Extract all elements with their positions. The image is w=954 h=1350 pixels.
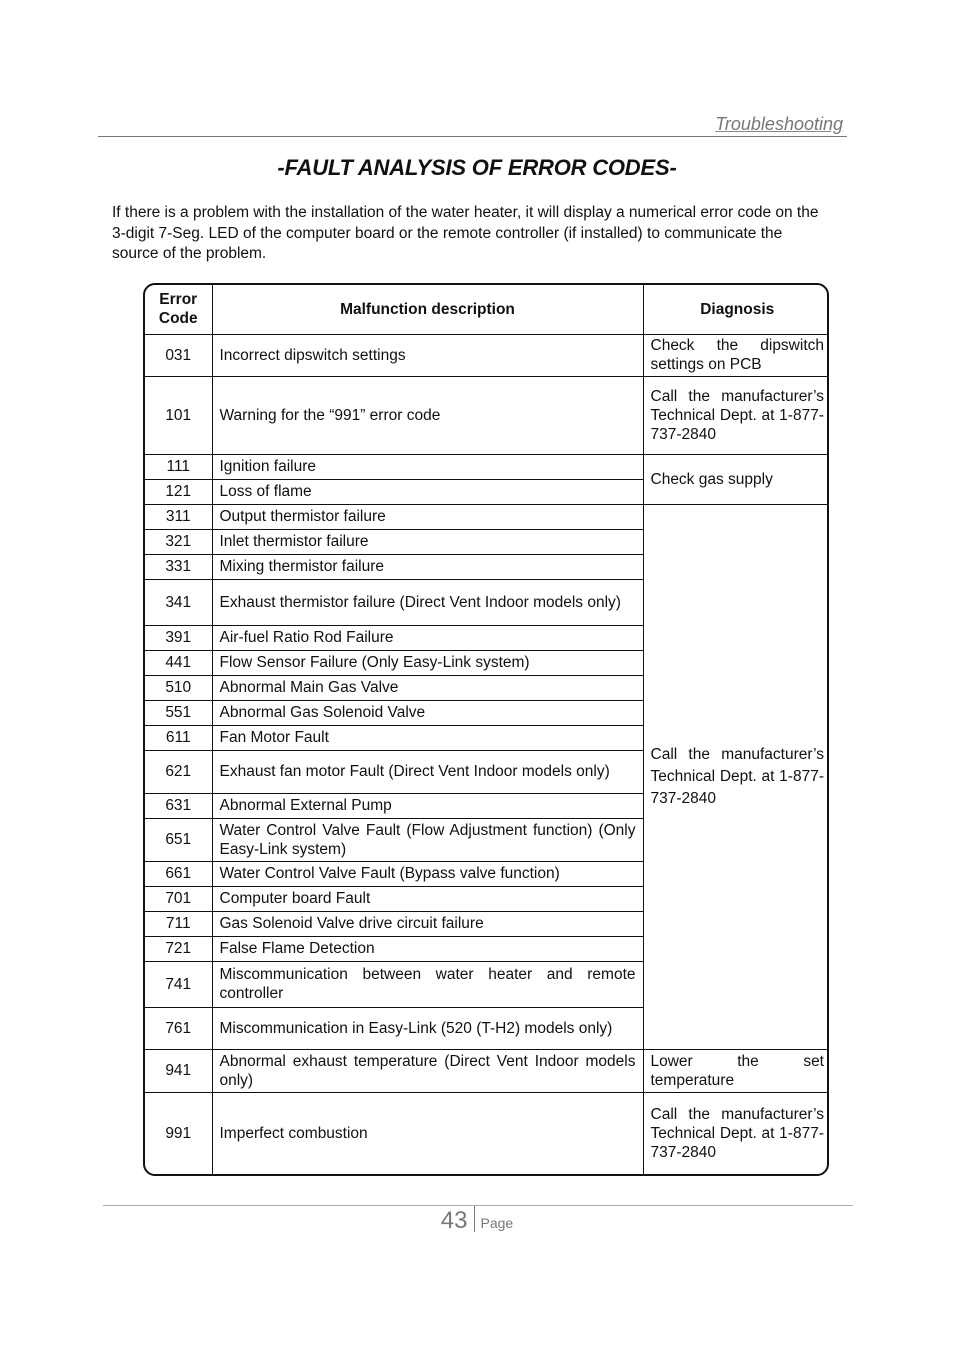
malfunction-description: Ignition failure: [212, 454, 643, 479]
section-label: Troubleshooting: [715, 114, 843, 134]
malfunction-description: Miscommunication in Easy-Link (520 (T-H2) models only): [212, 1007, 643, 1049]
error-code: 631: [145, 793, 212, 818]
error-code-table: [143, 283, 829, 1176]
diagnosis: Check the dipswitch settings on PCB: [643, 334, 829, 376]
page-footer: [0, 1206, 954, 1235]
error-code: 621: [145, 750, 212, 793]
table-header-row: [145, 285, 829, 334]
header-error-code: Error Code: [145, 285, 212, 334]
malfunction-description: Inlet thermistor failure: [212, 529, 643, 554]
error-code: 711: [145, 911, 212, 936]
malfunction-description: Imperfect combustion: [212, 1092, 643, 1174]
malfunction-description: Incorrect dipswitch settings: [212, 334, 643, 376]
error-code: 761: [145, 1007, 212, 1049]
malfunction-description: Mixing thermistor failure: [212, 554, 643, 579]
header-malfunction-description: Malfunction description: [212, 285, 643, 334]
table-row: [145, 454, 829, 479]
malfunction-description: Output thermistor failure: [212, 504, 643, 529]
malfunction-description: False Flame Detection: [212, 936, 643, 961]
malfunction-description: Fan Motor Fault: [212, 725, 643, 750]
error-code: 341: [145, 579, 212, 625]
malfunction-description: Abnormal exhaust temperature (Direct Vent Indoor models only): [212, 1049, 643, 1092]
malfunction-description: Abnormal Main Gas Valve: [212, 675, 643, 700]
error-code: 441: [145, 650, 212, 675]
malfunction-description: Water Control Valve Fault (Flow Adjustment function) (Only Easy-Link system): [212, 818, 643, 861]
error-code: 941: [145, 1049, 212, 1092]
page-title: -FAULT ANALYSIS OF ERROR CODES-: [277, 155, 677, 180]
malfunction-description: Gas Solenoid Valve drive circuit failure: [212, 911, 643, 936]
malfunction-description: Miscommunication between water heater and remote controller: [212, 961, 643, 1007]
page-label: Page: [480, 1215, 514, 1231]
malfunction-description: Exhaust fan motor Fault (Direct Vent Indoor models only): [212, 750, 643, 793]
error-code: 111: [145, 454, 212, 479]
malfunction-description: Water Control Valve Fault (Bypass valve function): [212, 861, 643, 886]
malfunction-description: Flow Sensor Failure (Only Easy-Link system): [212, 650, 643, 675]
malfunction-description: Computer board Fault: [212, 886, 643, 911]
malfunction-description: Air-fuel Ratio Rod Failure: [212, 625, 643, 650]
error-code: 651: [145, 818, 212, 861]
error-code: 121: [145, 479, 212, 504]
error-code: 991: [145, 1092, 212, 1174]
malfunction-description: Loss of flame: [212, 479, 643, 504]
malfunction-description: Exhaust thermistor failure (Direct Vent Indoor models only): [212, 579, 643, 625]
diagnosis: Check gas supply: [643, 454, 829, 504]
error-code: 331: [145, 554, 212, 579]
error-code: 101: [145, 376, 212, 454]
error-code: 721: [145, 936, 212, 961]
diagnosis: Call the manufacturer’s Technical Dept. at 1-877-737-2840: [643, 376, 829, 454]
page-separator: [474, 1206, 475, 1232]
table-row: [145, 1092, 829, 1174]
error-code: 551: [145, 700, 212, 725]
error-code: 391: [145, 625, 212, 650]
table-row: [145, 1049, 829, 1092]
header-diagnosis: Diagnosis: [643, 285, 829, 334]
error-code: 611: [145, 725, 212, 750]
diagnosis: Call the manufacturer’s Technical Dept. at 1-877-737-2840: [643, 504, 829, 1049]
diagnosis: Call the manufacturer’s Technical Dept. at 1-877-737-2840: [643, 1092, 829, 1174]
error-code: 031: [145, 334, 212, 376]
error-code: 741: [145, 961, 212, 1007]
header-rule: [98, 136, 847, 137]
intro-paragraph: If there is a problem with the installation of the water heater, it will display a numerical error code on the 3-digit 7-Seg. LED of the computer board or the remote controller (if installed) to communicate the source of the problem.: [112, 204, 819, 262]
error-code: 661: [145, 861, 212, 886]
malfunction-description: Abnormal External Pump: [212, 793, 643, 818]
page-number: 43: [440, 1207, 468, 1234]
table-row: [145, 504, 829, 529]
diagnosis: Lower the set temperature: [643, 1049, 829, 1092]
table-row: [145, 376, 829, 454]
malfunction-description: Abnormal Gas Solenoid Valve: [212, 700, 643, 725]
error-code: 510: [145, 675, 212, 700]
error-code: 311: [145, 504, 212, 529]
error-code: 701: [145, 886, 212, 911]
table-row: [145, 334, 829, 376]
error-code: 321: [145, 529, 212, 554]
malfunction-description: Warning for the “991” error code: [212, 376, 643, 454]
